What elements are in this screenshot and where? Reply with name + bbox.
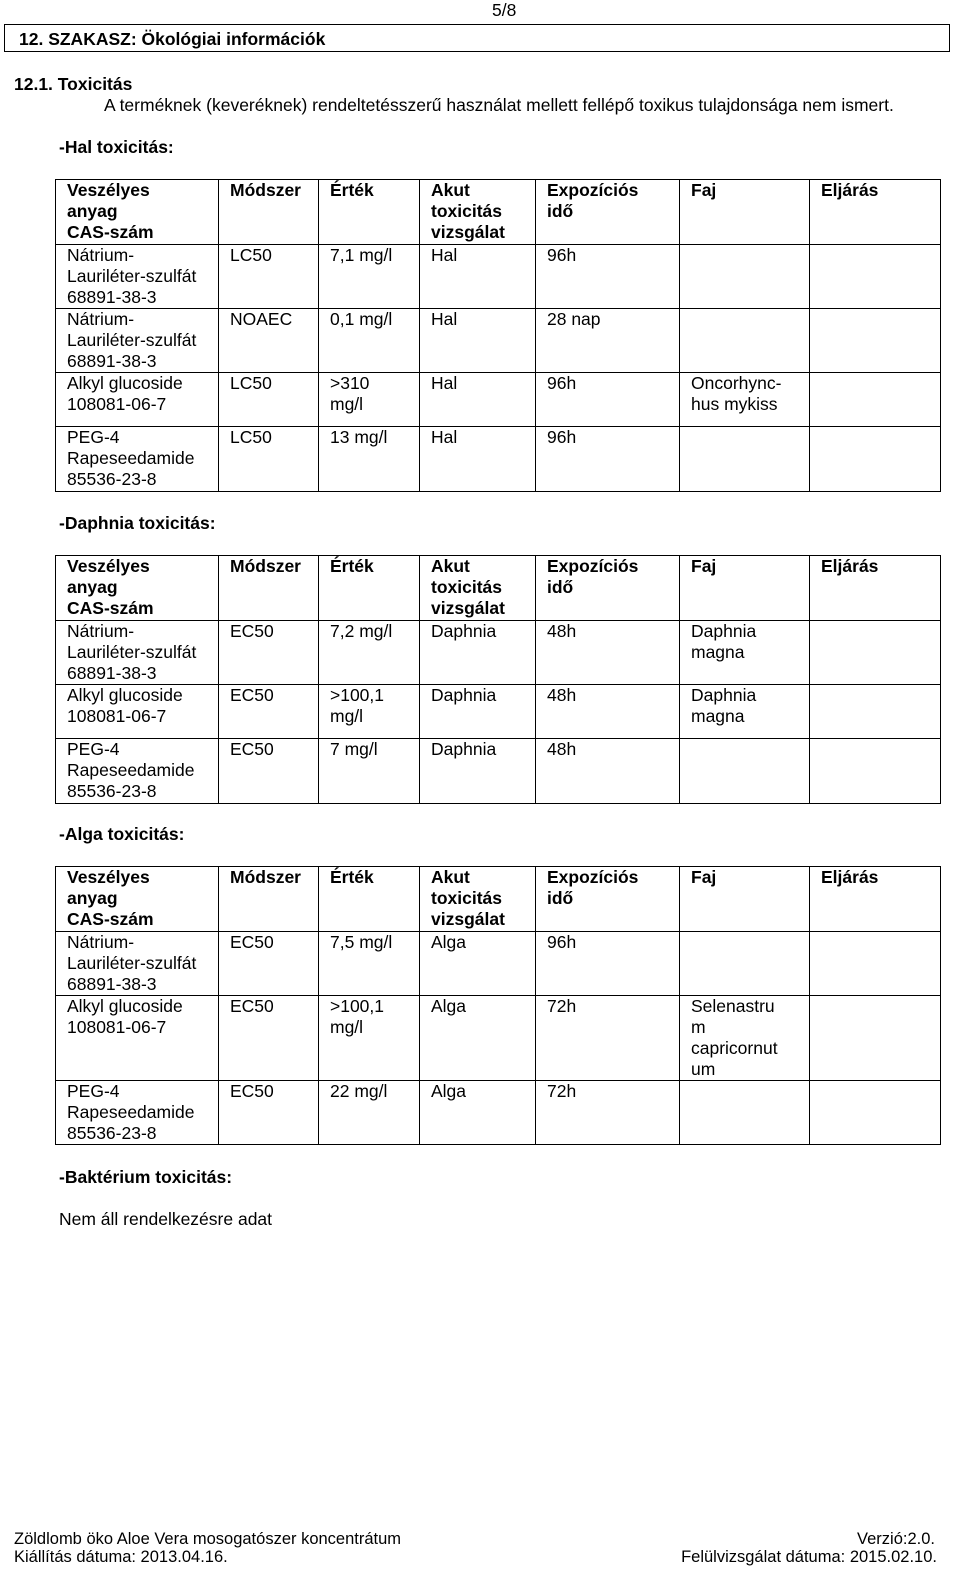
cell-exposure-time-line: 72h [547,1081,577,1101]
cell-substance-line: Alkyl glucoside [67,685,183,705]
cell-species-line: um [691,1059,716,1079]
section-header-box [4,24,950,52]
cell-value-line: mg/l [330,706,364,726]
cell-species [680,427,810,492]
header-procedure [810,556,941,621]
header-exposure-time [536,867,680,932]
cell-method-line: EC50 [230,739,274,759]
cell-acute-test-line: Daphnia [431,621,497,641]
cell-substance-line: 85536-23-8 [67,1123,157,1143]
cell-procedure [810,932,941,996]
cell-acute-test-line: Hal [431,373,458,393]
cell-substance [56,739,219,804]
cell-value-line: >310 [330,373,370,393]
cell-procedure [810,373,941,427]
cell-exposure-time-line: 96h [547,932,577,952]
cell-acute-test [420,739,536,804]
cell-exposure-time-line: 28 nap [547,309,601,329]
header-value [319,556,420,621]
cell-substance-line: Nátrium- [67,621,135,641]
cell-value-line: 7,2 mg/l [330,621,393,641]
header-procedure [810,867,941,932]
cell-species [680,685,810,739]
bacteria-toxicity-text: Nem áll rendelkezésre adat [59,1209,273,1229]
cell-exposure-time-line: 96h [547,427,577,447]
cell-value-line: mg/l [330,1017,364,1037]
header-method [219,180,319,245]
cell-species [680,621,810,685]
cell-substance [56,309,219,373]
cell-species-line: magna [691,706,745,726]
cell-species-line: Daphnia [691,621,757,641]
cell-species [680,245,810,309]
cell-acute-test-line: Alga [431,932,467,952]
cell-method [219,685,319,739]
cell-species-line: hus mykiss [691,394,778,414]
cell-substance [56,996,219,1081]
table-row [56,996,941,1081]
cell-value [319,739,420,804]
cell-substance-line: PEG-4 [67,1081,120,1101]
cell-method [219,1081,319,1145]
cell-substance-line: 68891-38-3 [67,287,157,307]
table-row [56,373,941,427]
cell-value-line: 7,1 mg/l [330,245,393,265]
header-substance-line: anyag [67,201,118,221]
header-substance-line: CAS-szám [67,222,154,242]
cell-procedure [810,309,941,373]
cell-value-line: 7 mg/l [330,739,378,759]
cell-value [319,245,420,309]
header-acute-test-line: toxicitás [431,201,502,221]
cell-species [680,996,810,1081]
cell-substance-line: 108081-06-7 [67,1017,167,1037]
cell-exposure-time-line: 72h [547,996,577,1016]
cell-substance-line: 68891-38-3 [67,974,157,994]
cell-exposure-time-line: 96h [547,373,577,393]
header-species-line: Faj [691,556,717,576]
cell-method [219,373,319,427]
cell-value-line: 0,1 mg/l [330,309,393,329]
header-substance [56,556,219,621]
header-acute-test-line: vizsgálat [431,598,505,618]
cell-exposure-time [536,996,680,1081]
header-species-line: Faj [691,180,717,200]
cell-exposure-time [536,309,680,373]
cell-value-line: 7,5 mg/l [330,932,393,952]
header-species [680,867,810,932]
header-exposure-time-line: Expozíciós [547,867,639,887]
cell-method-line: NOAEC [230,309,293,329]
header-method-line: Módszer [230,556,301,576]
cell-procedure [810,245,941,309]
subsection-title: 12.1. Toxicitás [14,74,133,94]
cell-acute-test [420,309,536,373]
cell-method [219,932,319,996]
cell-method [219,245,319,309]
cell-value-line: >100,1 [330,685,385,705]
cell-exposure-time [536,1081,680,1145]
cell-substance-line: Lauriléter-szulfát [67,330,197,350]
table-row [56,1081,941,1145]
cell-substance [56,245,219,309]
cell-exposure-time [536,739,680,804]
cell-species [680,932,810,996]
cell-substance-line: Alkyl glucoside [67,373,183,393]
cell-method [219,621,319,685]
header-method [219,867,319,932]
cell-substance [56,932,219,996]
cell-substance-line: 108081-06-7 [67,706,167,726]
fish-toxicity-table [55,179,941,492]
cell-species [680,739,810,804]
cell-species-line: Selenastru [691,996,775,1016]
cell-acute-test [420,685,536,739]
header-substance [56,867,219,932]
cell-procedure [810,427,941,492]
cell-acute-test-line: Daphnia [431,739,497,759]
cell-substance-line: Lauriléter-szulfát [67,642,197,662]
cell-acute-test [420,621,536,685]
table-header-row [56,556,941,621]
cell-substance [56,427,219,492]
bacteria-toxicity-title: -Baktérium toxicitás: [59,1167,233,1187]
header-acute-test [420,867,536,932]
cell-value [319,996,420,1081]
header-substance-line: CAS-szám [67,909,154,929]
header-substance-line: Veszélyes [67,867,150,887]
cell-substance-line: Lauriléter-szulfát [67,953,197,973]
cell-substance-line: Rapeseedamide [67,1102,195,1122]
cell-exposure-time [536,245,680,309]
header-exposure-time-line: idő [547,577,574,597]
cell-substance-line: Nátrium- [67,932,135,952]
header-value [319,867,420,932]
table-row [56,685,941,739]
cell-method [219,739,319,804]
cell-substance [56,685,219,739]
table-row [56,739,941,804]
cell-method-line: EC50 [230,685,274,705]
header-exposure-time-line: Expozíciós [547,556,639,576]
cell-substance-line: 85536-23-8 [67,469,157,489]
cell-exposure-time-line: 96h [547,245,577,265]
footer-product: Zöldlomb öko Aloe Vera mosogatószer koncentrátum [14,1530,402,1548]
cell-exposure-time [536,427,680,492]
cell-acute-test [420,996,536,1081]
table-row [56,245,941,309]
table-row [56,309,941,373]
cell-species [680,309,810,373]
cell-substance-line: PEG-4 [67,427,120,447]
footer-issue-date: Kiállítás dátuma: 2013.04.16. [14,1548,228,1566]
cell-substance-line: 68891-38-3 [67,351,157,371]
cell-method-line: LC50 [230,427,272,447]
cell-species-line: capricornut [691,1038,778,1058]
cell-value-line: mg/l [330,394,364,414]
cell-species [680,373,810,427]
header-exposure-time-line: idő [547,888,574,908]
cell-method [219,309,319,373]
header-species [680,180,810,245]
table-row [56,621,941,685]
cell-acute-test [420,245,536,309]
header-value-line: Érték [330,180,374,200]
table-row [56,427,941,492]
cell-value [319,685,420,739]
header-acute-test [420,180,536,245]
cell-acute-test-line: Hal [431,309,458,329]
cell-acute-test [420,427,536,492]
section-title: 12. SZAKASZ: Ökológiai információk [19,29,326,49]
daphnia-toxicity-table [55,555,941,804]
header-method [219,556,319,621]
cell-substance-line: Alkyl glucoside [67,996,183,1016]
header-substance-line: anyag [67,577,118,597]
header-acute-test [420,556,536,621]
cell-substance [56,373,219,427]
cell-value [319,427,420,492]
header-substance-line: Veszélyes [67,556,150,576]
cell-acute-test [420,373,536,427]
cell-exposure-time [536,621,680,685]
alga-toxicity-title: -Alga toxicitás: [59,824,185,844]
cell-acute-test [420,932,536,996]
cell-procedure [810,996,941,1081]
cell-substance-line: Rapeseedamide [67,448,195,468]
cell-value-line: >100,1 [330,996,385,1016]
cell-value [319,621,420,685]
cell-acute-test-line: Hal [431,427,458,447]
header-method-line: Módszer [230,867,301,887]
header-substance-line: anyag [67,888,118,908]
cell-method [219,427,319,492]
cell-method-line: LC50 [230,373,272,393]
cell-value [319,932,420,996]
header-exposure-time-line: idő [547,201,574,221]
cell-substance-line: Rapeseedamide [67,760,195,780]
page-number: 5/8 [492,0,517,20]
table-header-row [56,867,941,932]
cell-exposure-time-line: 48h [547,739,577,759]
daphnia-toxicity-title: -Daphnia toxicitás: [59,513,216,533]
header-exposure-time [536,180,680,245]
cell-procedure [810,685,941,739]
header-substance [56,180,219,245]
cell-acute-test-line: Hal [431,245,458,265]
cell-exposure-time [536,373,680,427]
alga-toxicity-table [55,866,941,1145]
cell-substance-line: Nátrium- [67,309,135,329]
cell-substance-line: 85536-23-8 [67,781,157,801]
header-value-line: Érték [330,556,374,576]
cell-acute-test [420,1081,536,1145]
footer-version: Verzió:2.0. [857,1530,935,1548]
cell-acute-test-line: Alga [431,996,467,1016]
table-header-row [56,180,941,245]
cell-value-line: 13 mg/l [330,427,388,447]
header-acute-test-line: toxicitás [431,888,502,908]
cell-method-line: EC50 [230,932,274,952]
cell-substance [56,621,219,685]
cell-acute-test-line: Alga [431,1081,467,1101]
header-exposure-time-line: Expozíciós [547,180,639,200]
header-exposure-time [536,556,680,621]
intro-text: A terméknek (keveréknek) rendeltetésszerű használat mellett fellépő toxikus tulajdonsága nem ismert. [104,95,894,115]
cell-value [319,1081,420,1145]
cell-exposure-time [536,932,680,996]
header-species [680,556,810,621]
cell-method-line: LC50 [230,245,272,265]
cell-substance-line: Lauriléter-szulfát [67,266,197,286]
cell-procedure [810,739,941,804]
fish-toxicity-title: -Hal toxicitás: [59,137,174,157]
header-value-line: Érték [330,867,374,887]
cell-species-line: magna [691,642,745,662]
header-acute-test-line: Akut [431,867,470,887]
cell-method-line: EC50 [230,1081,274,1101]
header-substance-line: Veszélyes [67,180,150,200]
header-procedure-line: Eljárás [821,867,879,887]
header-species-line: Faj [691,867,717,887]
header-procedure [810,180,941,245]
cell-method-line: EC50 [230,996,274,1016]
cell-method [219,996,319,1081]
header-acute-test-line: vizsgálat [431,909,505,929]
cell-species-line: Oncorhync- [691,373,782,393]
header-substance-line: CAS-szám [67,598,154,618]
cell-value [319,373,420,427]
cell-exposure-time-line: 48h [547,685,577,705]
cell-substance-line: 108081-06-7 [67,394,167,414]
header-procedure-line: Eljárás [821,180,879,200]
header-acute-test-line: Akut [431,180,470,200]
header-value [319,180,420,245]
cell-substance-line: PEG-4 [67,739,120,759]
cell-method-line: EC50 [230,621,274,641]
header-method-line: Módszer [230,180,301,200]
cell-procedure [810,621,941,685]
header-procedure-line: Eljárás [821,556,879,576]
cell-exposure-time [536,685,680,739]
footer-review-date: Felülvizsgálat dátuma: 2015.02.10. [681,1548,937,1566]
header-acute-test-line: vizsgálat [431,222,505,242]
cell-species [680,1081,810,1145]
cell-procedure [810,1081,941,1145]
cell-value [319,309,420,373]
cell-substance-line: Nátrium- [67,245,135,265]
cell-species-line: m [691,1017,706,1037]
cell-substance [56,1081,219,1145]
header-acute-test-line: toxicitás [431,577,502,597]
cell-species-line: Daphnia [691,685,757,705]
cell-exposure-time-line: 48h [547,621,577,641]
table-row [56,932,941,996]
cell-value-line: 22 mg/l [330,1081,388,1101]
cell-substance-line: 68891-38-3 [67,663,157,683]
cell-acute-test-line: Daphnia [431,685,497,705]
header-acute-test-line: Akut [431,556,470,576]
